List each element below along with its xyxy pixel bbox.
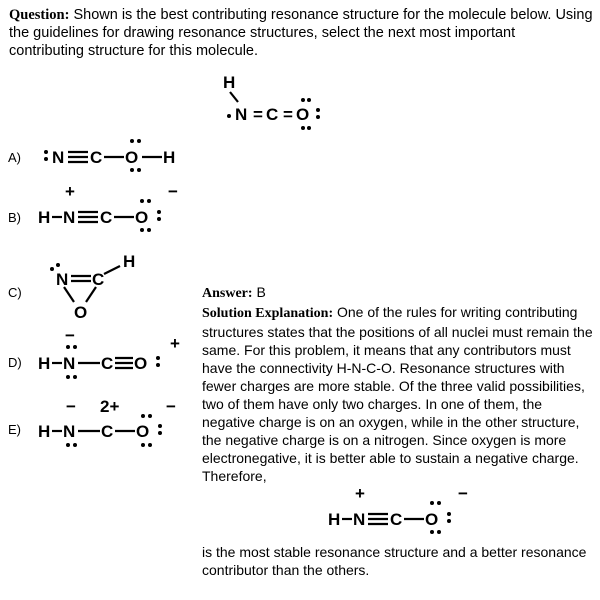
lone-pair-dot xyxy=(130,139,134,143)
atom-n: N xyxy=(63,208,76,227)
bond-h-n xyxy=(230,92,238,102)
option-a-letter[interactable]: A) xyxy=(8,150,21,165)
atom-c: C xyxy=(390,510,403,529)
bond-n-o xyxy=(64,287,74,302)
lone-pair-dot xyxy=(156,363,160,367)
atom-o: O xyxy=(425,510,439,529)
lone-pair-dot xyxy=(307,98,311,102)
lone-pair-dot xyxy=(137,139,141,143)
lone-pair-dot xyxy=(157,217,161,221)
charge-minus: − xyxy=(168,182,178,201)
answer-value: B xyxy=(256,284,266,300)
charge-minus: − xyxy=(65,326,75,345)
option-c-structure[interactable] xyxy=(40,250,160,325)
answer-line xyxy=(202,283,597,303)
lone-pair-dot xyxy=(44,150,48,154)
bond-c-o xyxy=(86,287,96,302)
lone-pair-dot xyxy=(156,356,160,360)
bond-c-h xyxy=(104,266,120,274)
option-c-letter[interactable]: C) xyxy=(8,285,22,300)
charge-2plus: 2+ xyxy=(100,397,120,416)
charge-plus: + xyxy=(170,334,180,353)
atom-h: H xyxy=(328,510,341,529)
explanation-body: One of the rules for writing contributing structures states that the positions of all nuclei must remain the same. For this problem, it means that any contributors must have the connectivity H-N-C-O. Resonance structures with fewer charges are more stable. Of the three valid possibilities, two of them have only two charges. In one of them, the negative charge is on an oxygen, while in the other structure, the negative charge is on a nitrogen. Since oxygen is more electronegative, it is better able to sustain a negative charge. Therefore, xyxy=(202,304,593,484)
atom-h: H xyxy=(38,354,51,373)
atom-c: C xyxy=(101,422,114,441)
lone-pair-dot xyxy=(140,228,144,232)
option-b-letter[interactable]: B) xyxy=(8,210,21,225)
atom-h: H xyxy=(223,73,236,92)
lone-pair-dot xyxy=(66,443,70,447)
lone-pair-dot xyxy=(141,414,145,418)
lone-pair-dot xyxy=(147,228,151,232)
lone-pair-dot xyxy=(73,345,77,349)
charge-minus: − xyxy=(66,397,76,416)
lone-pair-dot xyxy=(44,157,48,161)
answer-structure xyxy=(328,485,488,543)
lone-pair-dot xyxy=(73,443,77,447)
atom-o: O xyxy=(134,354,148,373)
lone-pair-dot xyxy=(301,126,305,130)
lone-pair-dot xyxy=(140,199,144,203)
atom-c: C xyxy=(100,208,113,227)
question-text xyxy=(9,6,594,60)
answer-explanation xyxy=(202,283,597,485)
lone-pair-dot xyxy=(130,168,134,172)
question-label: Question: xyxy=(9,7,70,23)
atom-n: N xyxy=(63,422,76,441)
atom-h: H xyxy=(38,208,51,227)
option-e-letter[interactable]: E) xyxy=(8,422,21,437)
atom-n: N xyxy=(353,510,366,529)
conclusion-text: is the most stable resonance structure and a better resonance contributor than the others. xyxy=(202,544,587,578)
atom-h: H xyxy=(38,422,51,441)
atom-o: O xyxy=(136,422,150,441)
atom-n: N xyxy=(235,105,248,124)
lone-pair-dot xyxy=(227,114,231,118)
atom-h: H xyxy=(123,252,136,271)
answer-label: Answer: xyxy=(202,286,253,301)
charge-minus: − xyxy=(458,484,468,503)
lone-pair-dot xyxy=(437,530,441,534)
lone-pair-dot xyxy=(447,519,451,523)
charge-minus: − xyxy=(166,397,176,416)
atom-o: O xyxy=(296,105,310,124)
bond-c-o: = xyxy=(283,105,293,124)
lone-pair-dot xyxy=(430,530,434,534)
option-a-structure[interactable] xyxy=(42,136,202,186)
lone-pair-dot xyxy=(137,168,141,172)
lone-pair-dot xyxy=(158,431,162,435)
lone-pair-dot xyxy=(141,443,145,447)
lone-pair-dot xyxy=(148,414,152,418)
lone-pair-dot xyxy=(148,443,152,447)
given-molecule xyxy=(220,72,340,142)
lone-pair-dot xyxy=(56,263,60,267)
lone-pair-dot xyxy=(437,501,441,505)
atom-n: N xyxy=(63,354,76,373)
atom-o: O xyxy=(135,208,149,227)
atom-c: C xyxy=(90,148,103,167)
option-b-structure[interactable] xyxy=(38,182,198,245)
lone-pair-dot xyxy=(157,210,161,214)
atom-c: C xyxy=(266,105,279,124)
lone-pair-dot xyxy=(50,267,54,271)
atom-c: C xyxy=(101,354,114,373)
atom-n: N xyxy=(56,270,69,289)
atom-o: O xyxy=(125,148,139,167)
charge-plus: + xyxy=(355,484,365,503)
atom-c: C xyxy=(92,270,105,289)
atom-h: H xyxy=(163,148,176,167)
lone-pair-dot xyxy=(66,345,70,349)
lone-pair-dot xyxy=(316,115,320,119)
lone-pair-dot xyxy=(430,501,434,505)
lone-pair-dot xyxy=(307,126,311,130)
lone-pair-dot xyxy=(147,199,151,203)
atom-n: N xyxy=(52,148,65,167)
question-body: Shown is the best contributing resonance structure for the molecule below. Using the guidelines for drawing resonance structures, select the next most important contributing structure for this molecule. xyxy=(9,7,593,59)
bond-n-c: = xyxy=(253,105,263,124)
lone-pair-dot xyxy=(301,98,305,102)
atom-o: O xyxy=(74,303,88,322)
lone-pair-dot xyxy=(73,375,77,379)
lone-pair-dot xyxy=(66,375,70,379)
option-e-structure[interactable] xyxy=(38,395,198,460)
lone-pair-dot xyxy=(447,512,451,516)
option-d-letter[interactable]: D) xyxy=(8,355,22,370)
explanation-text xyxy=(202,303,597,485)
explanation-label: Solution Explanation: xyxy=(202,306,334,321)
option-d-structure[interactable] xyxy=(38,325,198,390)
lone-pair-dot xyxy=(158,424,162,428)
lone-pair-dot xyxy=(316,108,320,112)
charge-plus: + xyxy=(65,182,75,201)
